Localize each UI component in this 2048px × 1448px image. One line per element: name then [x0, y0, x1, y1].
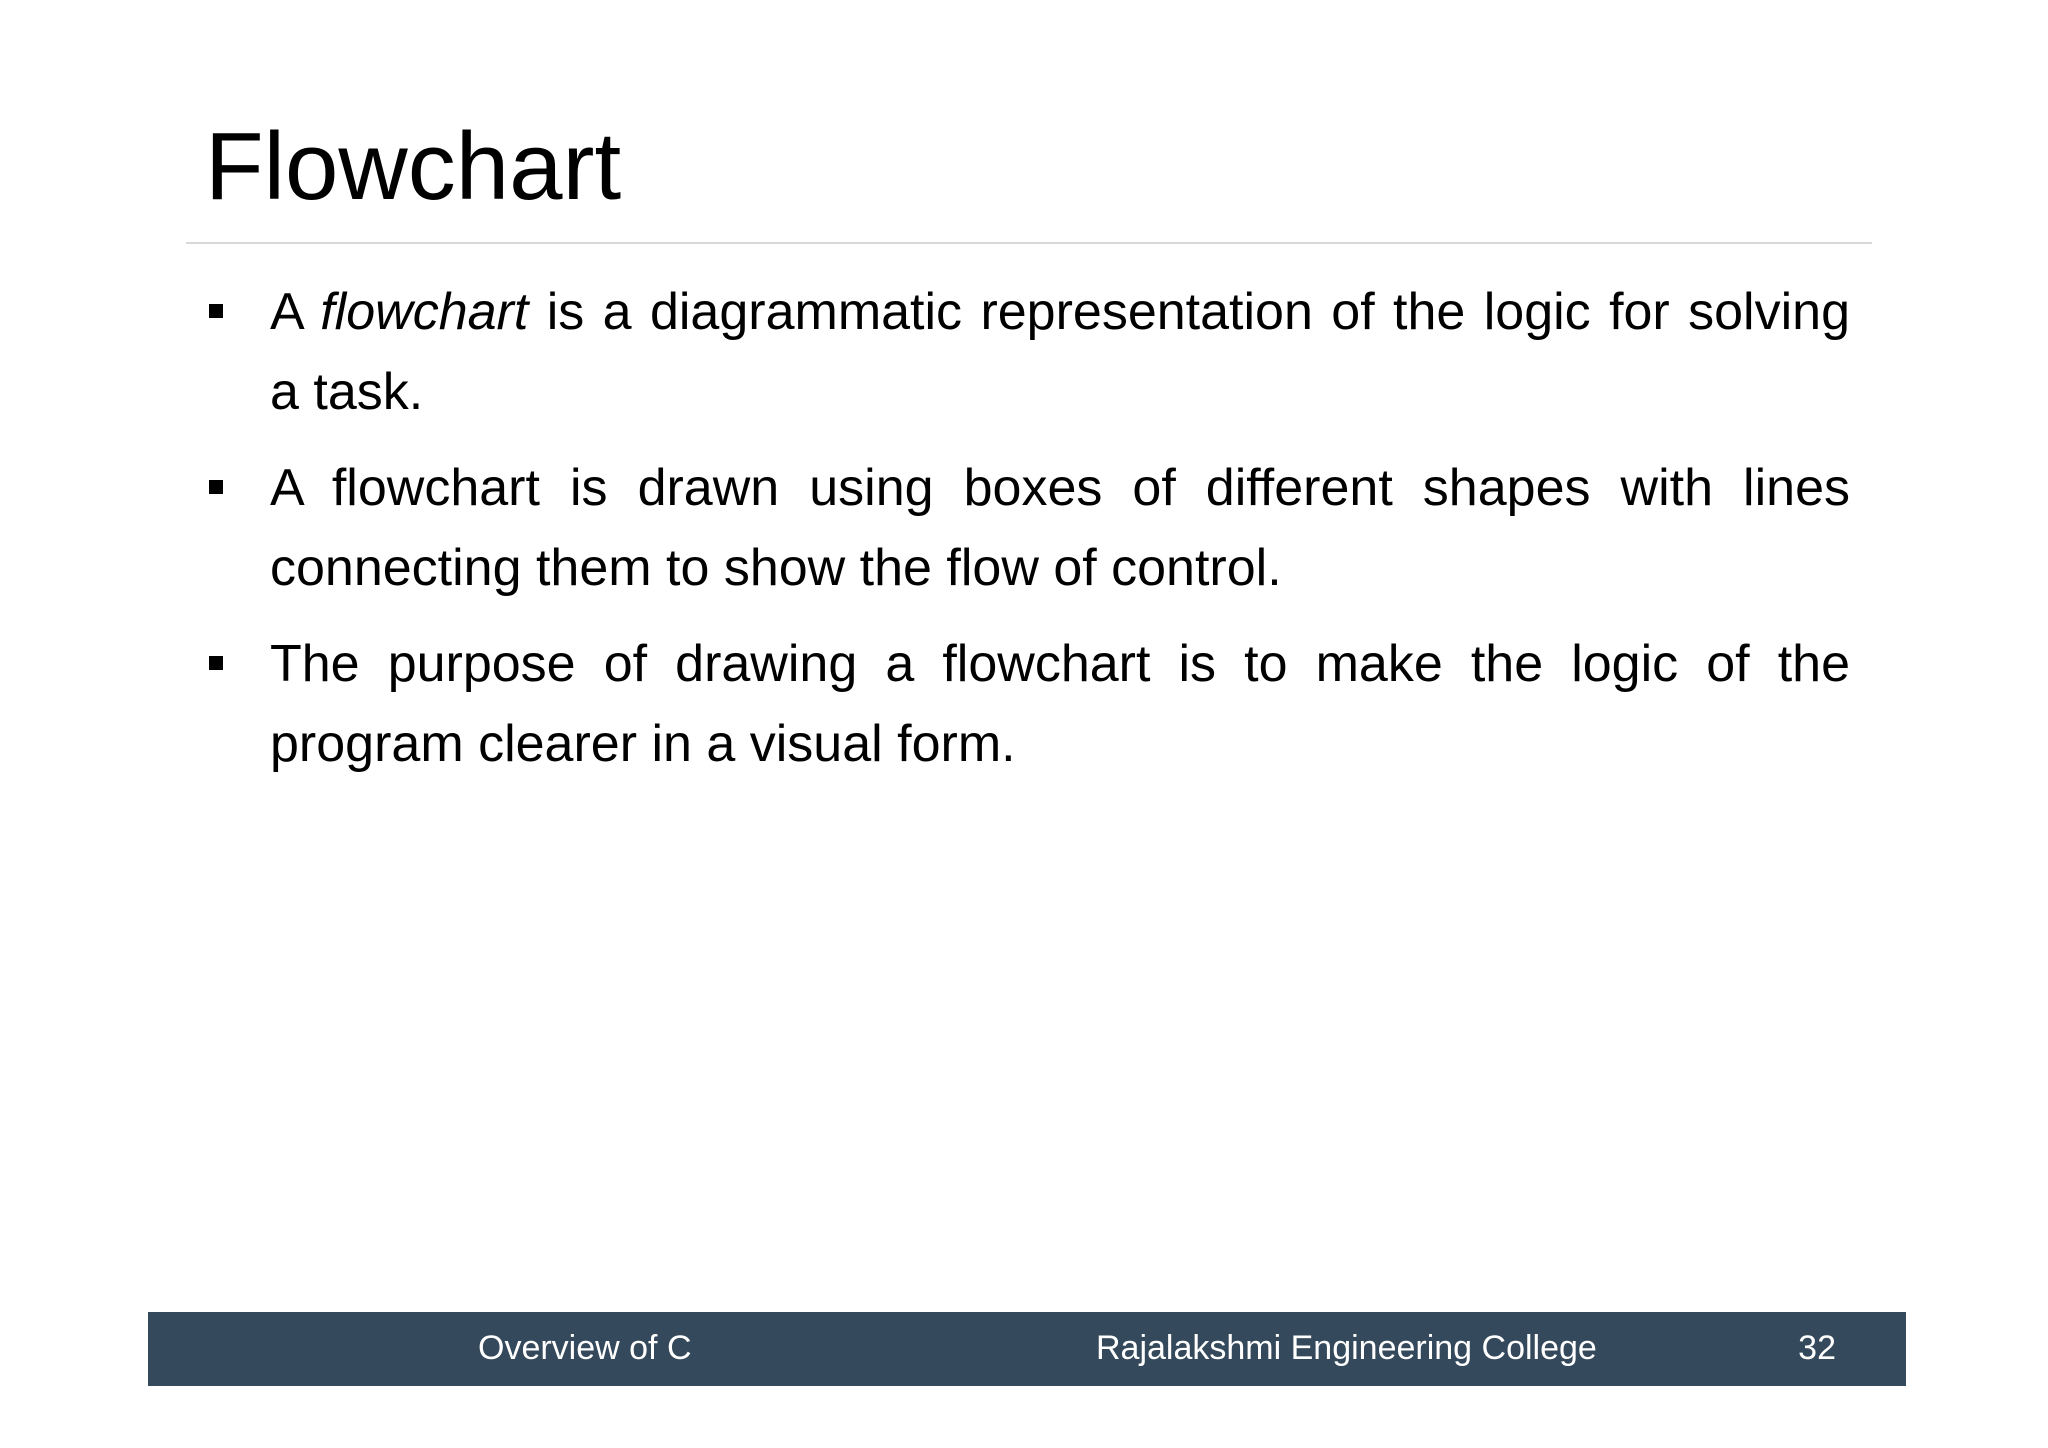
title-divider — [186, 242, 1872, 244]
bullet-item-2 — [205, 448, 1850, 608]
bullet-item-3 — [205, 624, 1850, 784]
slide-title: Flowchart — [205, 113, 622, 220]
footer-institution: Rajalakshmi Engineering College — [1096, 1329, 1597, 1367]
page-number: 32 — [1798, 1329, 1836, 1367]
bullet-text-after: is a diagrammatic representation of the logic for solving a task. — [270, 283, 1851, 421]
bullet-text: A flowchart is drawn using boxes of different shapes with lines connecting them to show the flow of control. — [270, 459, 1850, 597]
footer-topic: Overview of C — [478, 1329, 692, 1367]
bullet-item-1 — [205, 272, 1850, 432]
square-bullet-icon — [209, 480, 223, 494]
square-bullet-icon — [209, 656, 223, 670]
bullet-text: The purpose of drawing a flowchart is to make the logic of the program clearer in a visual form. — [270, 635, 1850, 773]
bullet-emphasis: flowchart — [320, 283, 529, 341]
square-bullet-icon — [209, 304, 223, 318]
bullet-list — [205, 272, 1850, 800]
bullet-text-before: A — [270, 283, 321, 341]
slide-footer — [148, 1312, 1906, 1386]
